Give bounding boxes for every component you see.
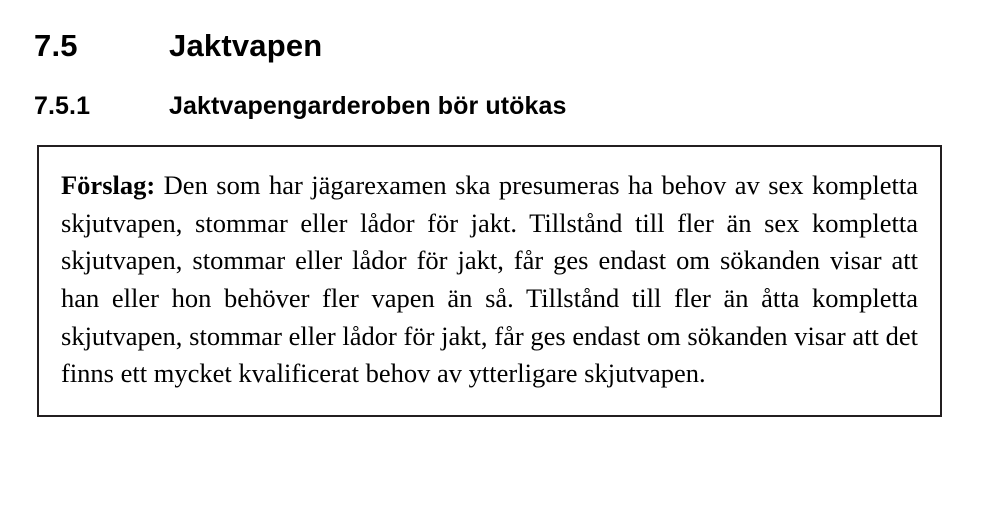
section-title: Jaktvapen xyxy=(169,28,323,63)
proposal-lead-label: Förslag: xyxy=(61,170,156,200)
section-heading-7-5 xyxy=(34,28,960,64)
proposal-box xyxy=(37,145,942,417)
subsection-title: Jaktvapengarderoben bör utökas xyxy=(169,92,567,120)
section-number: 7.5 xyxy=(34,28,78,63)
proposal-body-text: Den som har jägarexamen ska presumeras ha behov av sex kompletta skjutvapen, stommar eller lådor för jakt. Tillstånd till fler än sex kompletta skjutvapen, stommar eller lådor för jakt, får ges endast om sökanden visar att han eller hon behöver fler vapen än så. Tillstånd till fler än åtta kompletta skjutvapen, stommar eller lådor för jakt, får ges endast om sökanden visar att det finns ett mycket kvalificerat behov av ytterligare skjutvapen. xyxy=(61,170,918,389)
section-heading-7-5-1 xyxy=(34,92,960,121)
subsection-number: 7.5.1 xyxy=(34,92,91,120)
proposal-paragraph xyxy=(61,167,918,393)
